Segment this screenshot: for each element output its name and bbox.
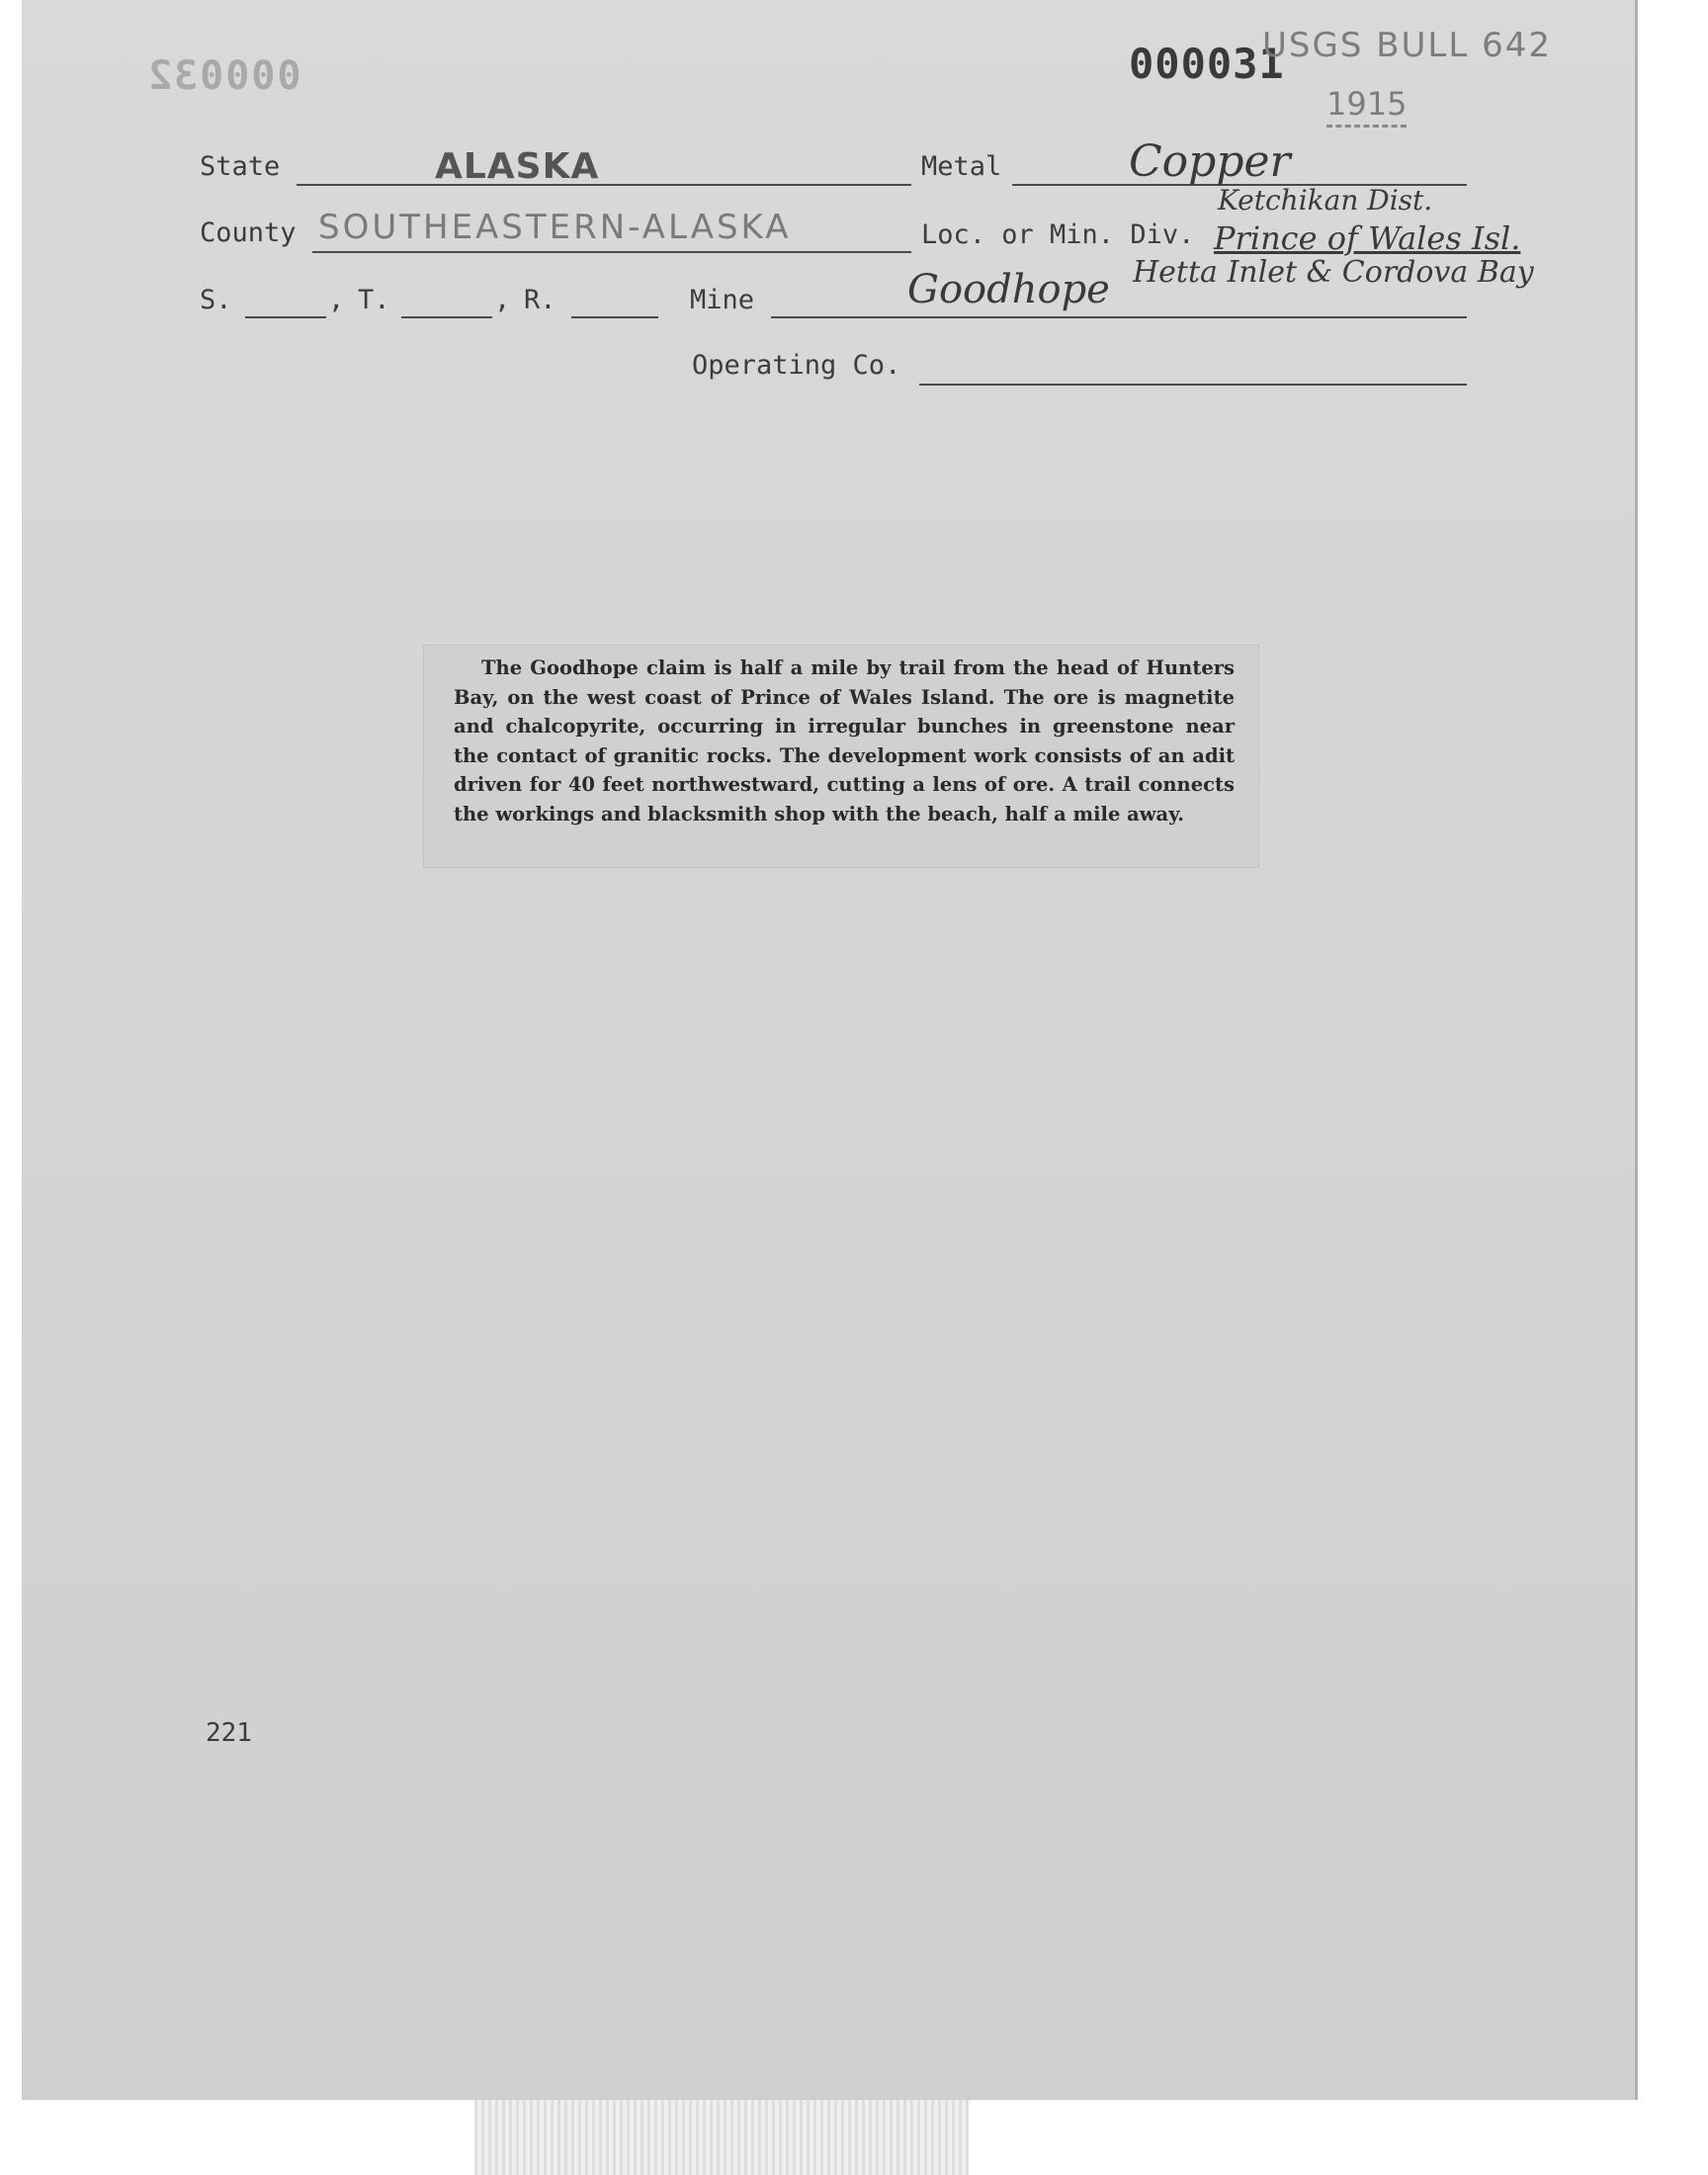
- comma-1: ,: [328, 285, 345, 315]
- document-number: 000031: [1129, 40, 1285, 88]
- loc-inlet: Hetta Inlet & Cordova Bay: [1133, 255, 1534, 290]
- state-value: ALASKA: [435, 146, 600, 187]
- publication-year: 1915: [1326, 85, 1407, 128]
- metal-label: Metal: [921, 151, 1002, 182]
- loc-district: Ketchikan Dist.: [1218, 184, 1433, 217]
- section-line: [245, 316, 326, 318]
- county-value: SOUTHEASTERN-ALASKA: [318, 208, 792, 247]
- source-reference: USGS BULL 642: [1262, 26, 1553, 65]
- state-line: [297, 184, 911, 186]
- pasted-clipping: [423, 645, 1259, 868]
- county-line: [312, 251, 911, 253]
- range-line: [571, 316, 658, 318]
- metal-value: Copper: [1129, 136, 1291, 187]
- comma-2: ,: [494, 285, 511, 315]
- loc-label: Loc. or Min. Div.: [921, 219, 1195, 250]
- operating-co-label: Operating Co.: [692, 350, 901, 381]
- mine-line: [771, 316, 1467, 318]
- mine-value: Goodhope: [907, 267, 1110, 312]
- mine-label: Mine: [690, 285, 755, 315]
- document-sheet: [22, 0, 1638, 2100]
- township-label: T.: [358, 285, 390, 315]
- operating-co-line: [919, 384, 1467, 386]
- mirrored-stamp-number: 000032: [146, 53, 301, 99]
- state-label: State: [200, 151, 281, 182]
- section-label: S.: [200, 285, 232, 315]
- clipping-text: The Goodhope claim is half a mile by trail from the head of Hunters Bay, on the west coast of Prince of Wales Island. The ore is magnetite and chalcopyrite, occurring in irregular bunches in greenstone near the contact of granitic rocks. The development work consists of an adit driven for 40 feet northwestward, cutting a lens of ore. A trail connects the workings and blacksmith shop with the beach, half a mile away.: [454, 656, 1235, 826]
- scan-edge-artifact: [474, 2100, 969, 2175]
- page-number: 221: [206, 1718, 252, 1748]
- loc-island: Prince of Wales Isl.: [1214, 219, 1521, 257]
- township-line: [401, 316, 492, 318]
- range-label: R.: [524, 285, 556, 315]
- county-label: County: [200, 218, 297, 248]
